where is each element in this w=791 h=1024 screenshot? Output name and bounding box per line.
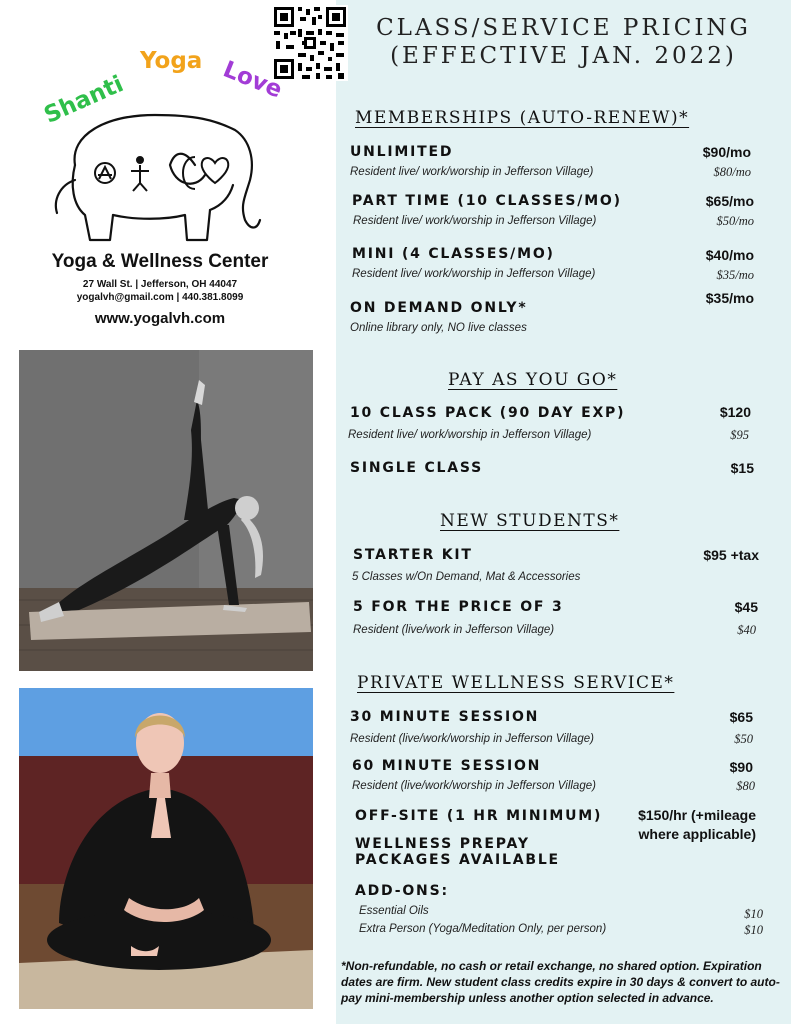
membership-part-time-resident: Resident live/ work/worship in Jefferson Village)	[353, 215, 597, 227]
payg-10-class-pack-resident-price: $95	[730, 428, 749, 442]
new-students-title: NEW STUDENTS*	[440, 511, 620, 531]
payg-single-class-price: $15	[730, 460, 754, 476]
membership-part-time-resident-price: $50/mo	[716, 214, 754, 228]
membership-unlimited-resident: Resident live/ work/worship in Jefferson Village)	[350, 166, 594, 178]
session-60-min-resident: Resident (live/work/worship in Jefferson Village)	[352, 780, 596, 792]
session-30-min-price: $65	[729, 709, 753, 725]
membership-mini-resident-price: $35/mo	[716, 268, 754, 282]
footnote: *Non-refundable, no cash or retail exchange, no shared option. Expiration dates are firm. New student class credits expire in 30 days & convert to auto-pay mini-membership unless another option selected in advance.	[341, 959, 780, 1005]
membership-unlimited-price: $90/mo	[702, 144, 751, 160]
session-30-min-resident: Resident (live/work/worship in Jefferson Village)	[350, 733, 594, 745]
addon-extra-person-price: $10	[744, 923, 763, 937]
wellness-prepay	[355, 836, 560, 868]
starter-kit: STARTER KIT	[353, 547, 473, 563]
five-for-three-resident-price: $40	[737, 623, 756, 637]
wellness-prepay-line2: PACKAGES AVAILABLE	[355, 852, 560, 868]
membership-mini-resident: Resident live/ work/worship in Jefferson Village)	[352, 268, 596, 280]
payg-10-class-pack-resident: Resident live/ work/worship in Jefferson Village)	[348, 429, 592, 441]
membership-unlimited: UNLIMITED	[350, 144, 454, 160]
page-title	[336, 14, 791, 70]
session-30-min-resident-price: $50	[734, 732, 753, 746]
page-title-line2: (EFFECTIVE JAN. 2022)	[390, 43, 737, 69]
five-for-three-resident: Resident (live/work in Jefferson Village)	[353, 624, 555, 636]
logo-word-shanti: Shanti	[40, 71, 128, 129]
addon-extra-person: Extra Person (Yoga/Meditation Only, per person)	[359, 923, 607, 935]
membership-on-demand-price: $35/mo	[705, 290, 754, 306]
payg-10-class-pack-price: $120	[719, 404, 751, 420]
membership-mini: MINI (4 CLASSES/MO)	[352, 246, 555, 262]
membership-part-time: PART TIME (10 CLASSES/MO)	[352, 193, 622, 209]
elephant-icon	[45, 105, 295, 250]
photo-side-plank	[19, 350, 313, 671]
membership-on-demand: ON DEMAND ONLY*	[350, 300, 528, 316]
payg-single-class: SINGLE CLASS	[350, 460, 484, 476]
center-name: Yoga & Wellness Center	[51, 251, 269, 272]
off-site-session-price	[638, 806, 756, 844]
payg-10-class-pack: 10 CLASS PACK (90 DAY EXP)	[350, 405, 626, 421]
session-60-min: 60 MINUTE SESSION	[352, 758, 542, 774]
logo-word-yoga: Yoga	[140, 48, 203, 74]
membership-on-demand-note: Online library only, NO live classes	[350, 322, 527, 334]
website-text: www.yogalvh.com	[94, 310, 226, 327]
private-wellness-title: PRIVATE WELLNESS SERVICE*	[357, 673, 675, 693]
addon-essential-oils: Essential Oils	[359, 905, 429, 917]
off-site-price-line2: where applicable)	[638, 826, 756, 842]
memberships-title: MEMBERSHIPS (AUTO-RENEW)*	[355, 108, 690, 128]
session-60-min-price: $90	[729, 759, 753, 775]
address-block	[30, 278, 290, 304]
starter-kit-note: 5 Classes w/On Demand, Mat & Accessories	[352, 571, 581, 583]
session-30-min: 30 MINUTE SESSION	[350, 709, 540, 725]
logo-word-love: Love	[219, 56, 286, 104]
five-for-three: 5 FOR THE PRICE OF 3	[353, 599, 564, 615]
membership-part-time-price: $65/mo	[705, 193, 754, 209]
photo-seated-meditation	[19, 688, 313, 1009]
address-text: 27 Wall St. | Jefferson, OH 44047	[82, 279, 238, 290]
membership-unlimited-resident-price: $80/mo	[713, 165, 751, 179]
off-site-session: OFF-SITE (1 HR MINIMUM)	[355, 808, 603, 824]
five-for-three-price: $45	[734, 599, 758, 615]
addon-essential-oils-price: $10	[744, 907, 763, 921]
wellness-prepay-line1: WELLNESS PREPAY	[355, 836, 530, 852]
contact-text: yogalvh@gmail.com | 440.381.8099	[76, 292, 244, 303]
page-title-line1: CLASS/SERVICE PRICING	[376, 15, 751, 41]
membership-mini-price: $40/mo	[705, 247, 754, 263]
starter-kit-price: $95 +tax	[703, 547, 759, 563]
session-60-min-resident-price: $80	[736, 779, 755, 793]
payg-title: PAY AS YOU GO*	[448, 370, 618, 390]
off-site-price-line1: $150/hr (+mileage	[638, 807, 756, 823]
addons-title: ADD-ONS:	[355, 883, 449, 899]
logo	[30, 45, 310, 345]
